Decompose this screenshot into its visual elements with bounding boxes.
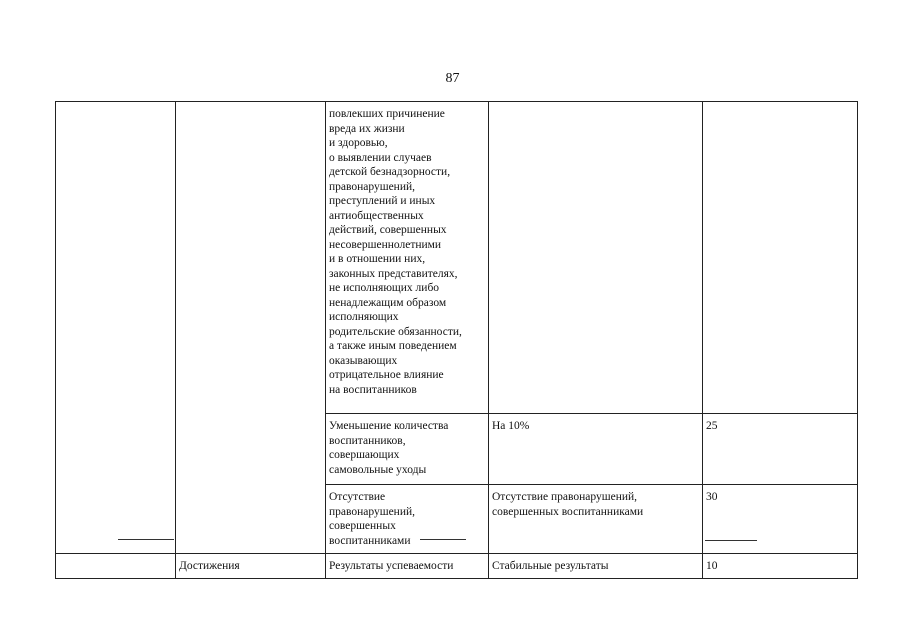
- table-cell-criterion: [489, 102, 703, 414]
- table-cell-indicator: Уменьшение количества воспитанников, совершающих самовольные уходы: [326, 414, 489, 485]
- table-row: [56, 102, 858, 414]
- table-row: [56, 554, 858, 579]
- table-cell-points: [703, 102, 858, 414]
- table-cell-col2: [176, 102, 326, 554]
- table-cell-indicator: Результаты успеваемости: [326, 554, 489, 579]
- pen-stroke-mark: [420, 539, 466, 540]
- table-cell-criterion: Стабильные результаты: [489, 554, 703, 579]
- pen-stroke-mark: [705, 540, 757, 541]
- table-cell-indicator: повлекших причинение вреда их жизни и здоровью, о выявлении случаев детской безнадзорности, правонарушений, преступлений и иных антиобщественных действий, совершенных несовершеннолетними и в отношении них, законных представителях, не исполняющих либо ненадлежащим образом исполняющих родительские обязанности, а также иным поведением оказывающих отрицательное влияние на воспитанников: [326, 102, 489, 414]
- table-cell-points: 30: [703, 485, 858, 554]
- table-cell-criterion: Отсутствие правонарушений, совершенных воспитанниками: [489, 485, 703, 554]
- pen-stroke-mark: [118, 539, 174, 540]
- table-cell-indicator: Отсутствие правонарушений, совершенных воспитанниками: [326, 485, 489, 554]
- criteria-table: [55, 101, 858, 579]
- table-cell-points: 25: [703, 414, 858, 485]
- table-cell-col1: [56, 554, 176, 579]
- table-cell-criterion: На 10%: [489, 414, 703, 485]
- table-cell-points: 10: [703, 554, 858, 579]
- table-cell-col1: [56, 102, 176, 554]
- page-number: 87: [445, 71, 460, 86]
- table-cell-section: Достижения: [176, 554, 326, 579]
